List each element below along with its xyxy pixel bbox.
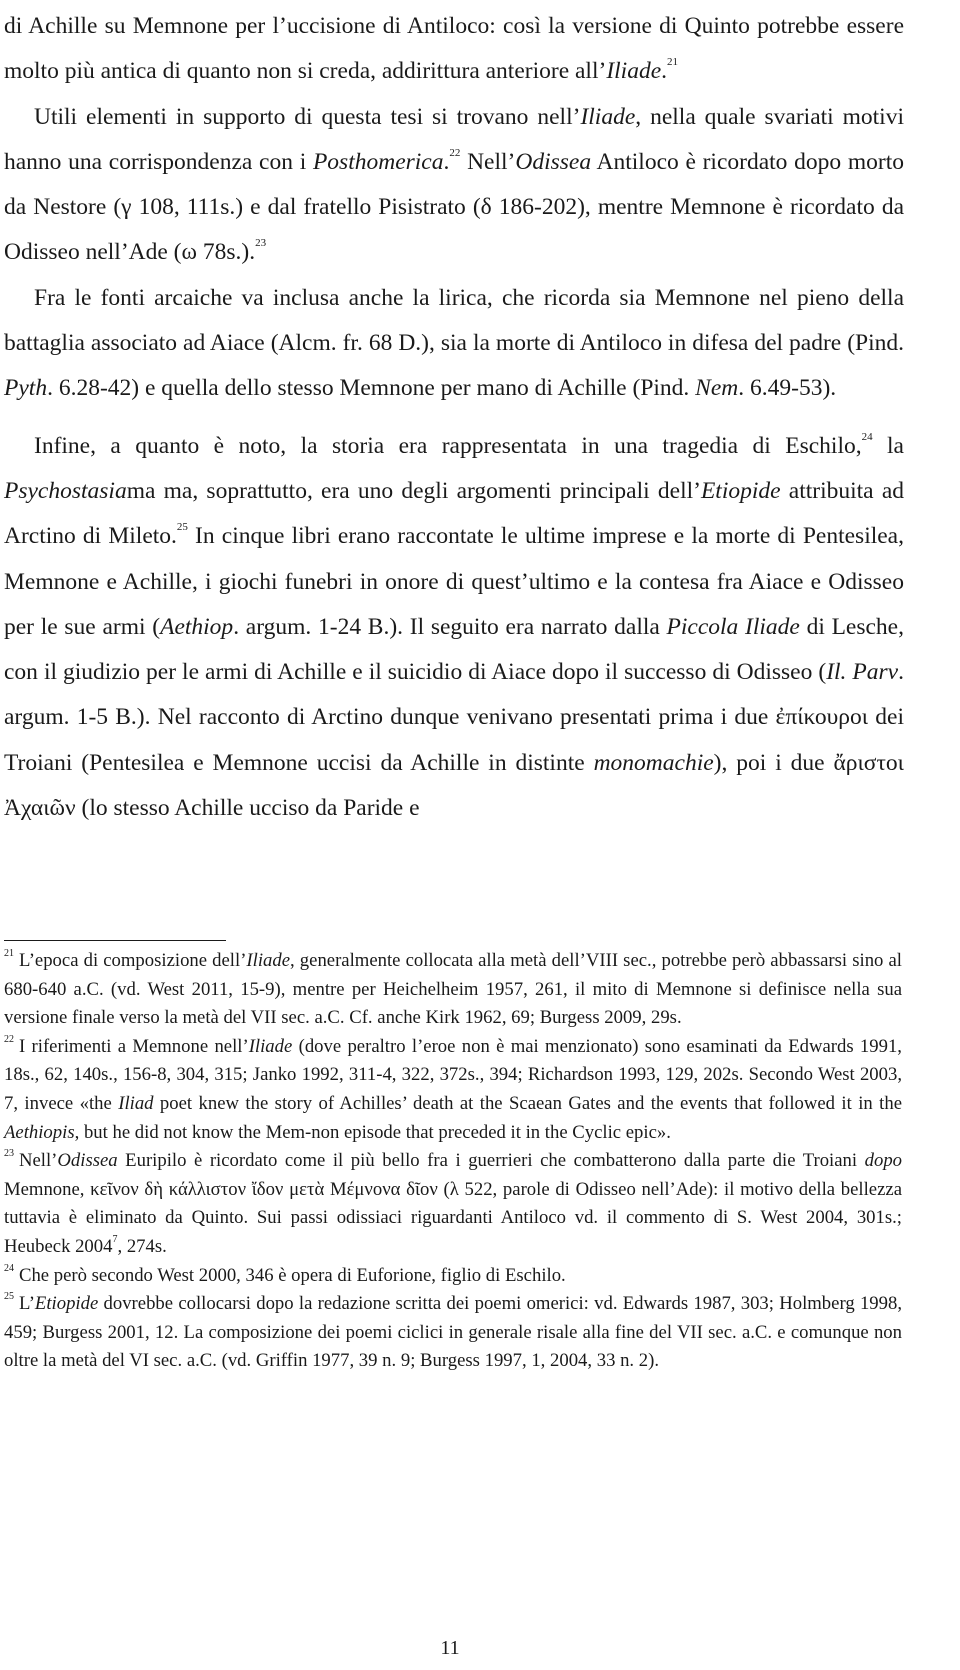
italic-title: Posthomerica bbox=[312, 148, 444, 175]
text-run: la bbox=[872, 432, 904, 459]
text-run: , but he did not know the Mem-non episode that preceded it in the Cyclic epic». bbox=[74, 1121, 671, 1143]
footnote-ref-23[interactable]: 23 bbox=[255, 237, 267, 250]
text-run: poet knew the story of Achilles’ death at the Scaean Gates and the events that followed it in the bbox=[153, 1092, 902, 1114]
paragraph-1 bbox=[4, 4, 904, 95]
italic-term: dopo bbox=[864, 1150, 902, 1172]
footnote-ref-25[interactable]: 25 bbox=[176, 521, 188, 534]
page-number: 11 bbox=[440, 1637, 460, 1659]
text-run: Antiloco è ricordato dopo morto da Nestore (γ 108, 111s.) e dal fratello Pisistrato (δ 186-202), mentre Memnone è ricordato da Odisseo nell’Ade (ω 78s.). bbox=[4, 148, 904, 266]
footnotes bbox=[4, 947, 902, 1376]
italic-title: Iliade bbox=[246, 950, 291, 971]
footnote-number: 25 bbox=[4, 1291, 14, 1303]
italic-title: Odissea bbox=[515, 148, 592, 175]
footnote-22 bbox=[4, 1033, 902, 1147]
italic-title: Piccola Iliade bbox=[666, 613, 800, 640]
footnote-separator bbox=[4, 940, 226, 941]
text-run: Memnone, κεῖνον δὴ κάλλιστον ἴδον μετὰ Μέμνονα δῖον (λ 522, parole di Odisseo nell’Ade): il motivo della bellezza tuttavia è eliminato da Quinto. Sui passi odissiaci riguardanti Antiloco vd. il commento di S. West 2004, 301s.; Heubeck 2004 bbox=[4, 1178, 902, 1257]
text-run: . 6.28-42) e quella dello stesso Memnone per mano di Achille (Pind. bbox=[47, 375, 696, 402]
footnote-number: 24 bbox=[4, 1262, 14, 1274]
text-run: Nell’ bbox=[460, 148, 516, 175]
italic-title: Iliade bbox=[606, 58, 662, 85]
text-run: Nell’ bbox=[19, 1150, 58, 1172]
italic-title: Psychostasia bbox=[4, 477, 127, 504]
text-run: attribuita ad Arctino di Mileto. bbox=[4, 477, 905, 550]
italic-title: Iliad bbox=[118, 1092, 154, 1114]
footnote-ref-22[interactable]: 22 bbox=[449, 146, 461, 159]
edition-superscript: 7 bbox=[112, 1233, 118, 1245]
footnote-ref-24[interactable]: 24 bbox=[861, 430, 873, 443]
footnote-24 bbox=[4, 1262, 902, 1291]
text-run: , 274s. bbox=[117, 1235, 167, 1257]
footnote-number: 21 bbox=[4, 948, 14, 959]
italic-title: Etiopide bbox=[34, 1293, 99, 1315]
text-run: , nella quale svariati motivi hanno una corrispondenza con i bbox=[4, 103, 904, 175]
text-run: dovrebbe collocarsi dopo la redazione scritta dei poemi omerici: vd. Edwards 1987, 303; Holmberg 1998, 459; Burgess 2001, 12. La composizione dei poemi ciclici in generale risale alla fine del VII sec. a.C. e comunque non oltre la metà del VI sec. a.C. (vd. Griffin 1977, 39 n. 9; Burgess 1997, 1, 2004, 33 n. 2). bbox=[4, 1293, 902, 1372]
paragraph-2 bbox=[4, 95, 904, 276]
text-run: L’epoca di composizione dell’ bbox=[19, 950, 247, 971]
footnote-number: 22 bbox=[4, 1033, 14, 1045]
text-run: Fra le fonti arcaiche va inclusa anche la lirica, che ricorda sia Memnone nel pieno della battaglia associato ad Aiace (Alcm. fr. 68 D.), sia la morte di Antiloco in difesa del padre (Pind. bbox=[4, 284, 904, 357]
footnote-23 bbox=[4, 1147, 902, 1261]
paragraph-4 bbox=[4, 424, 904, 832]
text-run: Euripilo è ricordato come il più bello fra i guerrieri che combatterono dalla parte die Troiani bbox=[117, 1150, 865, 1172]
italic-title: Odissea bbox=[57, 1150, 118, 1172]
text-run: . 6.49-53). bbox=[738, 375, 837, 402]
text-run: In cinque libri erano raccontate le ultime imprese e la morte di Pentesilea, Memnone e Achille, i giochi funebri in onore di quest’ultimo e la contesa fra Aiace e Odisseo per le sue armi ( bbox=[4, 523, 904, 640]
footnote-ref-21[interactable]: 21 bbox=[667, 56, 679, 69]
italic-title: Aethiop bbox=[160, 613, 234, 640]
italic-term: monomachie bbox=[593, 749, 714, 776]
italic-title: Pyth bbox=[4, 375, 48, 402]
text-run: L’ bbox=[19, 1293, 35, 1315]
italic-title: Il. Parv bbox=[826, 659, 899, 686]
text-run: di Achille su Memnone per l’uccisione di Antiloco: così la versione di Quinto potrebbe essere molto più antica di quanto non si creda, addirittura anteriore all’ bbox=[4, 13, 904, 85]
text-run: . argum. 1-5 B.). Nel racconto di Arctino dunque venivano presentati prima i due ἐπίκουροι dei Troiani (Pentesilea e Memnone uccisi da Achille in distinte bbox=[4, 659, 904, 776]
text-run: Che però secondo West 2000, 346 è opera di Euforione, figlio di Eschilo. bbox=[19, 1264, 566, 1286]
text-run: ), poi i due ἄριστοι Ἀχαιῶν (lo stesso Achille ucciso da Paride e bbox=[4, 749, 904, 822]
italic-title: Nem bbox=[695, 375, 739, 402]
italic-title: Aethiopis bbox=[4, 1121, 75, 1143]
text-run: (dove peraltro l’eroe non è mai menzionato) sono esaminati da Edwards 1991, 18s., 62, 140s., 156-8, 304, 315; Janko 1992, 311-4, 322, 372s., 394; Richardson 1993, 129, 202s. Secondo West 2003, 7, invece «the bbox=[4, 1035, 902, 1114]
text-run: . bbox=[443, 148, 450, 175]
footnote-21 bbox=[4, 947, 902, 1033]
paragraph-3 bbox=[4, 276, 904, 412]
italic-title: Iliade bbox=[580, 103, 636, 130]
text-run: . bbox=[661, 58, 668, 85]
text-run: I riferimenti a Memnone nell’ bbox=[19, 1035, 249, 1057]
text-run: Infine, a quanto è noto, la storia era rappresentata in una tragedia di Eschilo, bbox=[34, 432, 862, 459]
italic-title: Etiopide bbox=[700, 477, 781, 504]
main-text bbox=[4, 4, 904, 831]
footnote-25 bbox=[4, 1290, 902, 1376]
text-run: di Lesche, con il giudizio per le armi di Achille e il suicidio di Aiace dopo il successo di Odisseo ( bbox=[4, 613, 904, 686]
footnote-number: 23 bbox=[4, 1148, 14, 1160]
text-run: ma ma, soprattutto, era uno degli argomenti principali dell’ bbox=[126, 477, 701, 504]
italic-title: Iliade bbox=[248, 1035, 293, 1057]
text-run: , generalmente collocata alla metà dell’VIII sec., potrebbe però abbassarsi sino al 680-640 a.C. (vd. West 2011, 15-9), mentre per Heichelheim 1957, 261, il mito di Memnone si definisce nella sua versione finale verso la metà del VII sec. a.C. Cf. anche Kirk 1962, 69; Burgess 2009, 29s. bbox=[4, 950, 902, 1029]
text-run: . argum. 1-24 B.). Il seguito era narrato dalla bbox=[233, 613, 667, 640]
text-run: Utili elementi in supporto di questa tesi si trovano nell’ bbox=[34, 103, 581, 130]
